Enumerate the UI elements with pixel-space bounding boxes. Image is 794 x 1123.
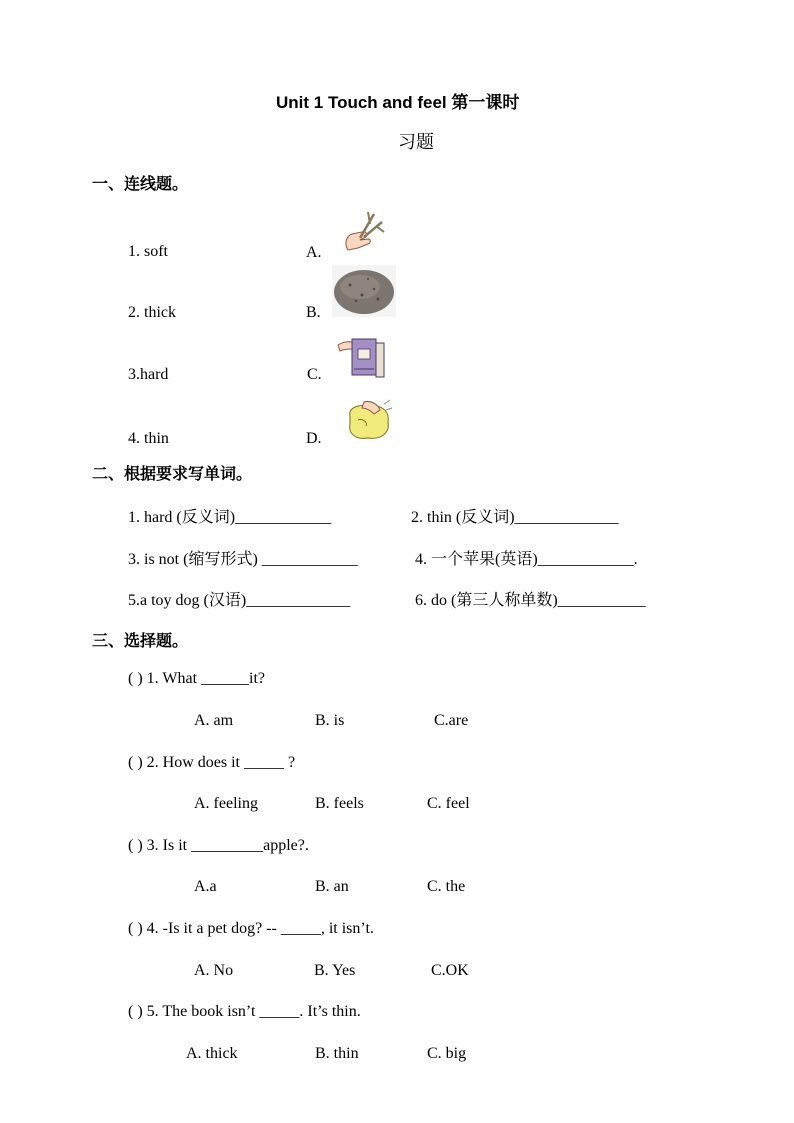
- question-1: ( ) 1. What ______it?: [128, 670, 266, 687]
- question-4: ( ) 4. -Is it a pet dog? -- _____, it isn’t.: [128, 920, 374, 937]
- q5-option-c: C. big: [427, 1045, 467, 1062]
- match-letter-d: D.: [306, 430, 322, 447]
- q5-option-b: B. thin: [315, 1045, 359, 1062]
- q2-option-b: B. feels: [315, 795, 364, 812]
- q2-option-c: C. feel: [427, 795, 470, 812]
- match-letter-a: A.: [306, 244, 322, 261]
- q4-option-b: B. Yes: [314, 962, 356, 979]
- q3-option-b: B. an: [315, 878, 349, 895]
- match-word-3: 3.hard: [128, 366, 169, 383]
- q4-option-c: C.OK: [431, 962, 469, 979]
- fill-item-4: 4. 一个苹果(英语)____________.: [415, 551, 638, 568]
- fill-item-6: 6. do (第三人称单数)___________: [415, 592, 646, 609]
- question-5: ( ) 5. The book isn’t _____. It’s thin.: [128, 1003, 361, 1020]
- section1-heading: 一、连线题。: [92, 174, 189, 193]
- question-3: ( ) 3. Is it _________apple?.: [128, 837, 309, 854]
- q3-option-c: C. the: [427, 878, 466, 895]
- stone-image: [332, 265, 396, 317]
- question-2: ( ) 2. How does it _____ ?: [128, 754, 296, 771]
- fill-item-2: 2. thin (反义词)_____________: [411, 509, 619, 526]
- hand-holding-sticks-image: [338, 206, 388, 256]
- section2-heading: 二、根据要求写单词。: [92, 464, 253, 483]
- page-subtitle: 习题: [398, 132, 434, 152]
- q3-option-a: A.a: [194, 878, 217, 895]
- q1-option-c: C.are: [434, 712, 469, 729]
- q1-option-a: A. am: [194, 712, 234, 729]
- fill-item-3: 3. is not (缩写形式) ____________: [128, 551, 358, 568]
- match-word-1: 1. soft: [128, 243, 168, 260]
- q1-option-b: B. is: [315, 712, 345, 729]
- q2-option-a: A. feeling: [194, 795, 258, 812]
- q5-option-a: A. thick: [186, 1045, 238, 1062]
- fill-item-5: 5.a toy dog (汉语)_____________: [128, 592, 351, 609]
- fill-item-1: 1. hard (反义词)____________: [128, 509, 332, 526]
- q4-option-a: A. No: [194, 962, 234, 979]
- thick-book-image: [336, 331, 390, 379]
- soft-pillow-image: [344, 396, 394, 444]
- match-letter-b: B.: [306, 304, 321, 321]
- page-title: Unit 1 Touch and feel 第一课时: [276, 93, 520, 112]
- section3-heading: 三、选择题。: [92, 631, 189, 650]
- match-word-2: 2. thick: [128, 304, 176, 321]
- match-word-4: 4. thin: [128, 430, 169, 447]
- match-letter-c: C.: [307, 366, 322, 383]
